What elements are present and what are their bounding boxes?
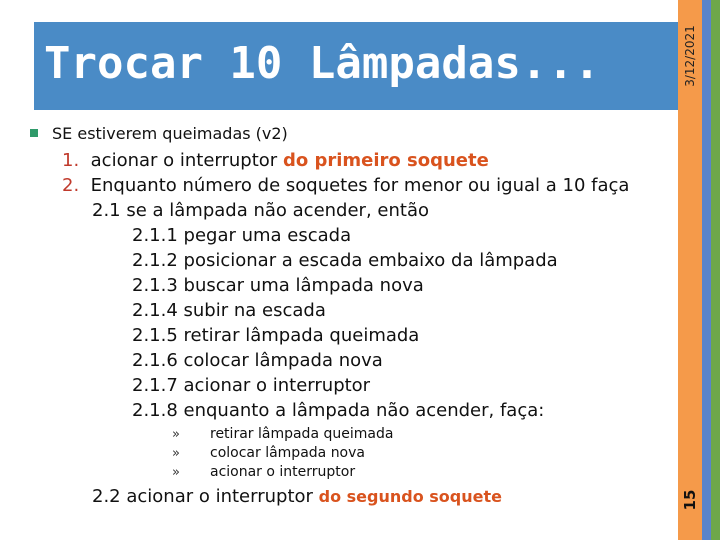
side-stripe-green <box>711 0 720 540</box>
step-2-1-5: 2.1.5 retirar lâmpada queimada <box>132 325 420 346</box>
item-number: 2. <box>62 175 80 196</box>
page-number: 15 <box>681 489 699 511</box>
step-2-1-8: 2.1.8 enquanto a lâmpada não acender, faça: <box>132 400 545 421</box>
inner-step-1: retirar lâmpada queimada <box>210 426 394 442</box>
slide-title: Trocar 10 Lâmpadas... <box>44 38 601 89</box>
sub-item-2-2 <box>92 486 502 507</box>
step-2-1-4: 2.1.4 subir na escada <box>132 300 326 321</box>
step-2-1-6: 2.1.6 colocar lâmpada nova <box>132 350 383 371</box>
arrow-bullet-icon: » <box>172 446 180 461</box>
slide-date: 3/12/2021 <box>683 25 697 87</box>
list-item-1 <box>62 150 489 171</box>
list-item-2 <box>62 175 629 196</box>
item-text: acionar o interruptor <box>90 150 283 171</box>
step-2-1-1: 2.1.1 pegar uma escada <box>132 225 352 246</box>
item-text: Enquanto número de soquetes for menor ou igual a 10 faça <box>90 175 630 196</box>
item-highlight: do primeiro soquete <box>282 150 489 171</box>
item-text: 2.2 acionar o interruptor <box>92 486 319 507</box>
inner-step-3: acionar o interruptor <box>210 464 356 480</box>
step-2-1-2: 2.1.2 posicionar a escada embaixo da lâmpada <box>132 250 558 271</box>
item-highlight: do segundo soquete <box>318 487 502 506</box>
intro-text: SE estiverem queimadas (v2) <box>52 124 288 143</box>
item-number: 1. <box>62 150 80 171</box>
step-2-1-7: 2.1.7 acionar o interruptor <box>132 375 371 396</box>
arrow-bullet-icon: » <box>172 465 180 480</box>
step-2-1-3: 2.1.3 buscar uma lâmpada nova <box>132 275 424 296</box>
bullet-square-icon <box>30 129 38 137</box>
sub-item-2-1: 2.1 se a lâmpada não acender, então <box>92 200 429 221</box>
inner-step-2: colocar lâmpada nova <box>210 445 365 461</box>
arrow-bullet-icon: » <box>172 427 180 442</box>
